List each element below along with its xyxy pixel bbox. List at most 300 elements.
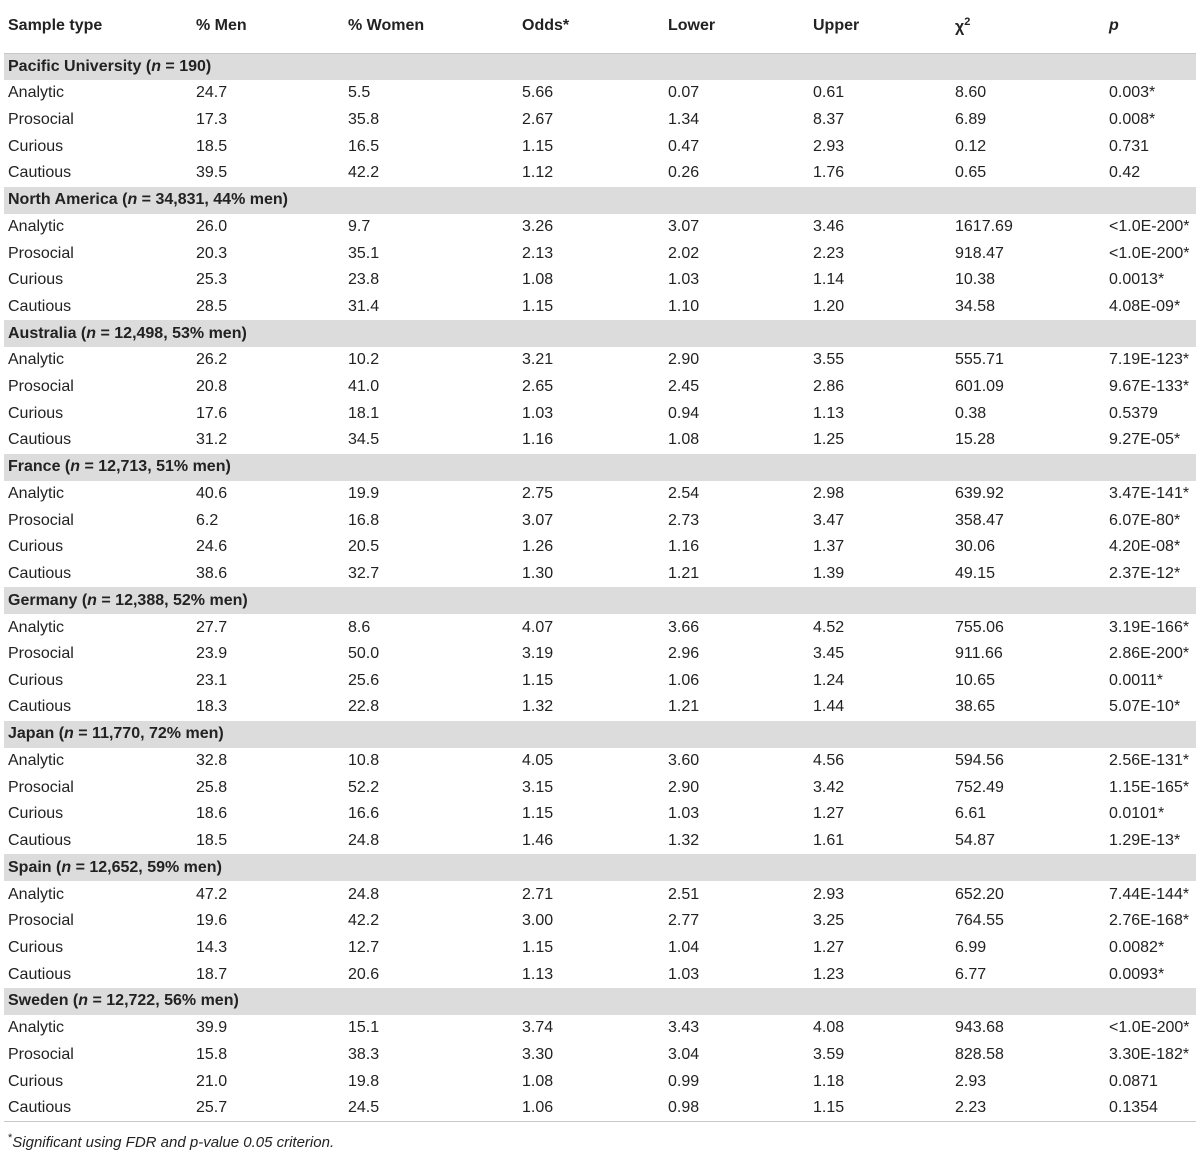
cell-odds: 1.13 (522, 965, 554, 983)
cell-lower: 0.26 (668, 164, 700, 182)
cell-men: 18.7 (196, 965, 228, 983)
cell-sample-type: Cautious (8, 965, 72, 983)
group-open-paren: ( (77, 591, 88, 609)
cell-chi-square: 10.65 (955, 671, 996, 689)
table-row (4, 107, 1196, 134)
cell-sample-type: Curious (8, 271, 64, 289)
cell-men: 25.7 (192, 1095, 344, 1122)
group-title (4, 587, 1196, 614)
cell-p: 1.29E-13* (1109, 832, 1181, 850)
group-name: Sweden (8, 992, 69, 1010)
cell-p: 0.0013* (1109, 271, 1165, 289)
group-name: Spain (8, 858, 52, 876)
p-symbol: p (1109, 17, 1119, 35)
cell-chi-square: 2.23 (951, 1095, 1105, 1122)
cell-women: 50.0 (348, 645, 380, 663)
cell-men: 23.1 (196, 671, 228, 689)
cell-women: 52.2 (348, 778, 380, 796)
table-row (4, 400, 1196, 427)
cell-sample-type: Curious (8, 538, 64, 556)
table-row (4, 1042, 1196, 1069)
cell-sample-type: Prosocial (8, 378, 74, 396)
cell-p: 0.003* (1109, 84, 1156, 102)
group-n-symbol: n (87, 591, 97, 609)
cell-women: 23.8 (348, 271, 380, 289)
cell-men: 38.6 (196, 564, 228, 582)
cell-odds: 3.26 (522, 217, 554, 235)
cell-lower: 2.51 (668, 885, 700, 903)
group-header-row (4, 320, 1196, 347)
cell-odds: 1.15 (522, 938, 554, 956)
cell-upper: 1.39 (813, 564, 845, 582)
group-n-value: = 12,713, 51% men (80, 458, 226, 476)
cell-chi-square: 358.47 (955, 511, 1004, 529)
cell-odds: 1.03 (522, 404, 554, 422)
cell-upper: 0.61 (813, 84, 845, 102)
group-title (4, 454, 1196, 481)
cell-women: 16.8 (348, 511, 380, 529)
cell-odds: 1.16 (522, 431, 554, 449)
group-n-symbol: n (127, 191, 138, 209)
cell-p: <1.0E-200* (1109, 1019, 1190, 1037)
cell-p: 2.76E-168* (1109, 912, 1190, 930)
cell-men: 23.9 (196, 645, 228, 663)
chi-symbol: χ (955, 18, 965, 36)
cell-p: 0.731 (1109, 137, 1150, 155)
cell-p: 3.19E-166* (1109, 618, 1190, 636)
table-row (4, 214, 1196, 241)
cell-women: 35.1 (348, 244, 380, 262)
col-header-men: % Men (192, 0, 344, 53)
cell-sample-type: Analytic (8, 485, 65, 502)
group-n-value: = 190 (160, 57, 206, 75)
table-row (4, 935, 1196, 962)
group-section (4, 854, 1196, 988)
group-name: Australia (8, 324, 77, 342)
cell-upper: 1.27 (813, 805, 845, 823)
cell-lower: 0.94 (668, 404, 700, 422)
cell-lower: 2.02 (668, 244, 700, 262)
cell-upper: 1.13 (813, 404, 845, 422)
cell-men: 18.5 (196, 137, 228, 155)
cell-upper: 2.23 (813, 244, 845, 262)
cell-p: 9.67E-133* (1109, 378, 1190, 396)
cell-p: 6.07E-80* (1109, 511, 1181, 529)
cell-men: 24.7 (196, 84, 228, 102)
group-name: Japan (8, 725, 55, 743)
cell-odds: 1.15 (522, 671, 554, 689)
cell-upper: 8.37 (813, 110, 845, 128)
cell-chi-square: 30.06 (955, 538, 996, 556)
group-title (4, 320, 1196, 347)
cell-chi-square: 752.49 (955, 778, 1004, 796)
group-open-paren: ( (141, 57, 152, 75)
cell-lower: 1.08 (668, 431, 700, 449)
cell-odds: 3.74 (522, 1019, 554, 1037)
cell-p: 7.44E-144* (1109, 885, 1190, 903)
cell-odds: 1.15 (522, 137, 554, 155)
cell-men: 25.8 (196, 778, 228, 796)
group-header-row (4, 53, 1196, 80)
table-row (4, 80, 1196, 107)
cell-p: 1.15E-165* (1109, 778, 1190, 796)
group-open-paren: ( (51, 858, 62, 876)
cell-p: 7.19E-123* (1109, 351, 1190, 369)
group-close-paren: ) (205, 57, 212, 75)
cell-upper: 1.18 (813, 1072, 845, 1090)
cell-lower: 1.10 (668, 297, 700, 315)
cell-chi-square: 15.28 (955, 431, 996, 449)
cell-women: 15.1 (348, 1019, 380, 1037)
cell-sample-type: Prosocial (8, 645, 74, 663)
table-row (4, 908, 1196, 935)
cell-odds: 2.67 (522, 110, 554, 128)
group-section (4, 988, 1196, 1122)
group-name: Pacific University (8, 57, 142, 75)
cell-sample-type: Prosocial (8, 244, 74, 262)
cell-p: 4.08E-09* (1109, 297, 1181, 315)
table-row (4, 507, 1196, 534)
cell-lower: 2.77 (668, 912, 700, 930)
col-header-sample-type: Sample type (4, 0, 192, 53)
cell-men: 27.7 (196, 618, 228, 636)
cell-chi-square: 0.12 (955, 137, 987, 155)
group-n-symbol: n (64, 725, 74, 743)
cell-odds: 2.65 (522, 378, 554, 396)
cell-upper: 1.61 (813, 832, 845, 850)
table-row (4, 267, 1196, 294)
group-close-paren: ) (225, 458, 231, 476)
group-n-value: = 12,722, 56% men (88, 992, 234, 1010)
cell-odds: 1.08 (522, 271, 554, 289)
cell-lower: 1.34 (668, 110, 700, 128)
group-section (4, 587, 1196, 721)
cell-upper: 3.46 (813, 217, 845, 235)
table-row (4, 534, 1196, 561)
cell-p: 0.0082* (1109, 938, 1165, 956)
cell-p: 5.07E-10* (1109, 698, 1181, 716)
table-row (4, 481, 1196, 508)
cell-men: 19.6 (196, 912, 228, 930)
cell-upper: 2.93 (813, 137, 845, 155)
cell-p: 4.20E-08* (1109, 538, 1181, 556)
cell-chi-square: 10.38 (955, 271, 996, 289)
cell-men: 31.2 (196, 431, 228, 449)
cell-women: 42.2 (348, 912, 380, 930)
cell-chi-square: 0.65 (955, 164, 987, 182)
table-row (4, 828, 1196, 855)
cell-men: 47.2 (196, 885, 228, 903)
cell-odds: 3.15 (522, 778, 554, 796)
cell-upper: 1.23 (813, 965, 845, 983)
group-n-value: = 12,652, 59% men (71, 858, 217, 876)
cell-chi-square: 639.92 (955, 485, 1004, 502)
table-row (4, 240, 1196, 267)
table-row (4, 614, 1196, 641)
cell-women: 16.6 (348, 805, 380, 823)
cell-p: 0.1354 (1105, 1095, 1196, 1122)
group-close-paren: ) (282, 191, 288, 209)
cell-odds: 3.19 (522, 645, 554, 663)
cell-p: 3.47E-141* (1109, 485, 1190, 502)
group-open-paren: ( (117, 191, 128, 209)
cell-lower: 1.04 (668, 938, 700, 956)
cell-lower: 1.21 (668, 698, 700, 716)
group-section (4, 320, 1196, 454)
group-n-symbol: n (70, 458, 81, 476)
cell-women: 8.6 (348, 618, 371, 636)
cell-sample-type: Analytic (8, 217, 65, 235)
cell-upper: 1.27 (813, 938, 845, 956)
cell-upper: 3.47 (813, 511, 845, 529)
cell-odds: 3.21 (522, 351, 554, 369)
cell-sample-type: Cautious (8, 164, 72, 182)
cell-p: 2.86E-200* (1109, 645, 1190, 663)
cell-p: 2.56E-131* (1109, 752, 1190, 770)
group-close-paren: ) (218, 725, 224, 743)
cell-upper: 3.25 (813, 912, 845, 930)
group-header-row (4, 721, 1196, 748)
cell-chi-square: 918.47 (955, 244, 1004, 262)
col-header-chi-square (951, 0, 1105, 53)
group-header-row (4, 587, 1196, 614)
cell-odds: 1.30 (522, 564, 554, 582)
cell-sample-type: Prosocial (8, 1045, 74, 1063)
cell-upper: 1.37 (813, 538, 845, 556)
cell-sample-type: Cautious (8, 431, 72, 449)
cell-sample-type: Prosocial (8, 912, 74, 930)
table-row (4, 561, 1196, 588)
cell-sample-type: Curious (8, 1072, 64, 1090)
group-title (4, 187, 1196, 214)
cell-lower: 3.43 (668, 1019, 700, 1037)
cell-upper: 3.55 (813, 351, 845, 369)
cell-upper: 4.52 (813, 618, 845, 636)
cell-sample-type: Cautious (8, 832, 72, 850)
cell-men: 39.5 (196, 164, 228, 182)
cell-sample-type: Prosocial (8, 110, 74, 128)
group-section (4, 721, 1196, 855)
cell-chi-square: 755.06 (955, 618, 1004, 636)
group-n-value: = 34,831, 44% men (137, 191, 283, 209)
group-open-paren: ( (68, 992, 79, 1010)
cell-lower: 0.47 (668, 137, 700, 155)
footnote (4, 1132, 1200, 1151)
group-section (4, 53, 1196, 187)
cell-men: 26.2 (196, 351, 228, 369)
cell-upper: 2.98 (813, 485, 845, 502)
cell-women: 19.9 (348, 485, 380, 502)
group-open-paren: ( (54, 725, 65, 743)
cell-p: 0.0011* (1109, 671, 1163, 689)
cell-women: 31.4 (348, 297, 380, 315)
cell-upper: 1.14 (813, 271, 845, 289)
cell-lower: 1.16 (668, 538, 700, 556)
cell-sample-type: Analytic (8, 351, 65, 369)
cell-lower: 3.04 (668, 1045, 700, 1063)
cell-women: 9.7 (348, 217, 371, 235)
cell-sample-type: Analytic (8, 84, 65, 102)
table-row (4, 1015, 1196, 1042)
cell-chi-square: 34.58 (955, 297, 996, 315)
table-row (4, 160, 1196, 187)
cell-p: 2.37E-12* (1109, 564, 1181, 582)
cell-chi-square: 6.77 (955, 965, 987, 983)
chi-superscript: 2 (964, 16, 971, 29)
cell-upper: 3.45 (813, 645, 845, 663)
group-n-value: = 12,498, 53% men (96, 324, 242, 342)
cell-lower: 1.03 (668, 271, 700, 289)
cell-odds: 4.07 (522, 618, 554, 636)
cell-chi-square: 2.93 (955, 1072, 987, 1090)
cell-women: 35.8 (348, 110, 380, 128)
cell-sample-type: Curious (8, 671, 64, 689)
cell-p: 0.5379 (1109, 404, 1158, 422)
cell-women: 38.3 (348, 1045, 380, 1063)
table-row (4, 961, 1196, 988)
group-header-row (4, 854, 1196, 881)
group-header-row (4, 988, 1196, 1015)
results-table (4, 0, 1196, 1122)
cell-chi-square: 49.15 (955, 564, 996, 582)
cell-lower: 2.96 (668, 645, 700, 663)
cell-odds: 1.32 (522, 698, 554, 716)
cell-odds: 4.05 (522, 752, 554, 770)
col-header-women: % Women (344, 0, 518, 53)
cell-odds: 3.07 (522, 511, 554, 529)
cell-sample-type: Analytic (8, 752, 65, 770)
cell-p: 3.30E-182* (1109, 1045, 1190, 1063)
group-section (4, 454, 1196, 588)
cell-chi-square: 828.58 (955, 1045, 1004, 1063)
cell-odds: 3.00 (522, 912, 554, 930)
cell-sample-type: Cautious (8, 297, 72, 315)
group-close-paren: ) (233, 992, 239, 1010)
table-row (4, 748, 1196, 775)
group-n-symbol: n (61, 858, 72, 876)
cell-chi-square: 601.09 (955, 378, 1004, 396)
col-header-upper: Upper (809, 0, 951, 53)
cell-women: 24.5 (344, 1095, 518, 1122)
group-n-symbol: n (78, 992, 89, 1010)
group-title (4, 721, 1196, 748)
cell-chi-square: 652.20 (955, 885, 1004, 903)
cell-lower: 3.07 (668, 217, 700, 235)
cell-lower: 0.07 (668, 84, 700, 102)
cell-chi-square: 6.99 (955, 938, 987, 956)
group-close-paren: ) (241, 324, 247, 342)
footnote-text: Significant using FDR and p-value 0.05 criterion. (12, 1134, 335, 1151)
header-row (4, 0, 1196, 53)
cell-men: 20.3 (196, 244, 228, 262)
cell-chi-square: 555.71 (955, 351, 1004, 369)
cell-p: 0.42 (1109, 164, 1141, 182)
cell-lower: 3.66 (668, 618, 700, 636)
group-title (4, 854, 1196, 881)
cell-lower: 3.60 (668, 752, 700, 770)
cell-women: 12.7 (348, 938, 380, 956)
cell-chi-square: 8.60 (955, 84, 987, 102)
cell-men: 18.5 (196, 832, 228, 850)
cell-sample-type: Prosocial (8, 778, 74, 796)
col-header-odds: Odds* (518, 0, 664, 53)
group-title (4, 988, 1196, 1015)
table-row (4, 694, 1196, 721)
cell-lower: 2.54 (668, 485, 700, 502)
cell-women: 42.2 (348, 164, 380, 182)
cell-lower: 2.90 (668, 351, 700, 369)
cell-women: 41.0 (348, 378, 380, 396)
cell-p: 0.008* (1109, 110, 1156, 128)
cell-sample-type: Cautious (4, 1095, 192, 1122)
group-open-paren: ( (60, 458, 71, 476)
cell-women: 18.1 (348, 404, 380, 422)
cell-upper: 2.93 (813, 885, 845, 903)
cell-upper: 1.24 (813, 671, 845, 689)
cell-odds: 2.13 (522, 244, 554, 262)
cell-men: 40.6 (196, 485, 228, 502)
cell-p: <1.0E-200* (1109, 217, 1190, 235)
cell-lower: 2.90 (668, 778, 700, 796)
cell-men: 21.0 (196, 1072, 228, 1090)
cell-upper: 1.15 (809, 1095, 951, 1122)
cell-lower: 2.73 (668, 511, 700, 529)
cell-men: 20.8 (196, 378, 228, 396)
table-row (4, 641, 1196, 668)
cell-p: 0.0101* (1109, 805, 1165, 823)
cell-women: 10.2 (348, 351, 380, 369)
cell-women: 20.6 (348, 965, 380, 983)
cell-lower: 1.32 (668, 832, 700, 850)
cell-men: 18.3 (196, 698, 228, 716)
group-close-paren: ) (216, 858, 222, 876)
cell-upper: 1.44 (813, 698, 845, 716)
cell-women: 34.5 (348, 431, 380, 449)
cell-upper: 4.08 (813, 1019, 845, 1037)
cell-women: 24.8 (348, 832, 380, 850)
cell-upper: 1.25 (813, 431, 845, 449)
cell-men: 25.3 (196, 271, 228, 289)
cell-sample-type: Analytic (8, 885, 65, 903)
cell-chi-square: 54.87 (955, 832, 996, 850)
table-row (4, 1095, 1196, 1122)
cell-odds: 1.15 (522, 805, 554, 823)
cell-odds: 1.12 (522, 164, 554, 182)
cell-sample-type: Cautious (8, 564, 72, 582)
table-row (4, 293, 1196, 320)
cell-lower: 0.98 (664, 1095, 809, 1122)
cell-women: 22.8 (348, 698, 380, 716)
cell-p: 9.27E-05* (1109, 431, 1181, 449)
cell-chi-square: 911.66 (955, 645, 1003, 663)
group-title (4, 53, 1196, 80)
cell-upper: 3.59 (813, 1045, 845, 1063)
group-section (4, 187, 1196, 321)
cell-chi-square: 38.65 (955, 698, 996, 716)
cell-lower: 0.99 (668, 1072, 700, 1090)
group-n-value: = 11,770, 72% men (73, 725, 219, 743)
cell-p: <1.0E-200* (1109, 244, 1190, 262)
cell-upper: 4.56 (813, 752, 845, 770)
table-row (4, 1068, 1196, 1095)
cell-men: 39.9 (196, 1019, 228, 1037)
cell-chi-square: 594.56 (955, 752, 1004, 770)
cell-upper: 3.42 (813, 778, 845, 796)
cell-men: 17.6 (196, 404, 228, 422)
cell-women: 32.7 (348, 564, 380, 582)
cell-upper: 2.86 (813, 378, 845, 396)
cell-sample-type: Cautious (8, 698, 72, 716)
